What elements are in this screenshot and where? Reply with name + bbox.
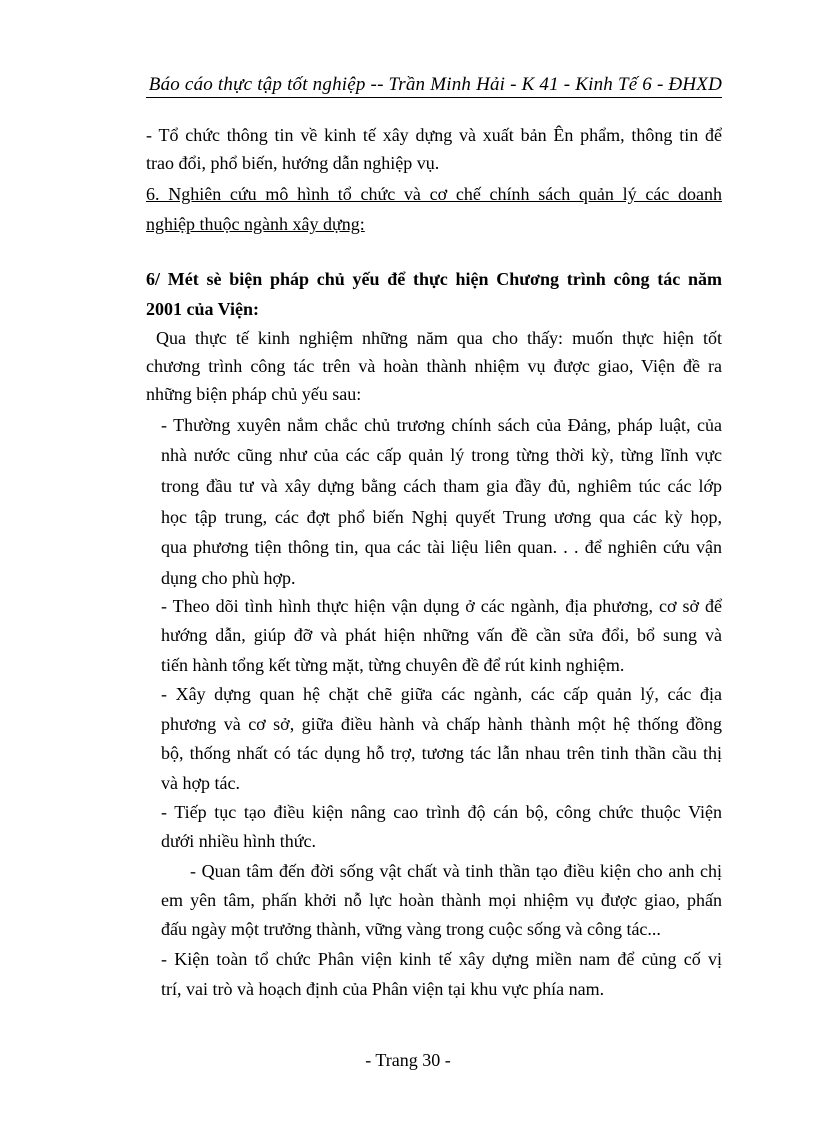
body-line: trí, vai trò và hoạch định của Phân viện tại khu vực phía nam. <box>161 979 605 999</box>
body-line: trong đầu tư và xây dựng bằng cách tham gia đầy đủ, nghiêm túc các lớp <box>161 476 722 496</box>
section-heading-bold: 2001 của Viện: <box>146 299 260 319</box>
section-heading-bold: 6/ Mét sè biện pháp chủ yếu để thực hiện Chương trình công tác năm <box>146 269 722 289</box>
body-line: em yên tâm, phấn khởi nỗ lực hoàn thành mọi nhiệm vụ được giao, phấn <box>161 890 722 910</box>
body-line: những biện pháp chủ yếu sau: <box>146 384 362 404</box>
body-line: - Tiếp tục tạo điều kiện nâng cao trình độ cán bộ, công chức thuộc Viện <box>161 802 722 822</box>
body-line: - Kiện toàn tổ chức Phân viện kinh tế xây dựng miền nam để củng cố vị <box>161 949 722 969</box>
body-line: học tập trung, các đợt phổ biến Nghị quyết Trung ương qua các kỳ họp, <box>161 507 722 527</box>
body-line: nhà nước cũng như của các cấp quản lý trong từng thời kỳ, từng lĩnh vực <box>161 445 722 465</box>
section-heading-underlined: 6. Nghiên cứu mô hình tổ chức và cơ chế chính sách quản lý các doanh <box>146 184 722 204</box>
body-line: Qua thực tế kinh nghiệm những năm qua cho thấy: muốn thực hiện tốt <box>156 328 722 348</box>
body-line: - Xây dựng quan hệ chặt chẽ giữa các ngành, các cấp quản lý, các địa <box>161 684 722 704</box>
body-line: - Theo dõi tình hình thực hiện vận dụng ở các ngành, địa phương, cơ sở để <box>161 596 722 616</box>
page-number: - Trang 30 - <box>365 1050 451 1070</box>
body-line: tiến hành tổng kết từng mặt, từng chuyên đề để rút kinh nghiệm. <box>161 655 625 675</box>
body-line: hướng dẫn, giúp đỡ và phát hiện những vấn đề cần sửa đổi, bổ sung và <box>161 625 722 645</box>
body-line: chương trình công tác trên và hoàn thành nhiệm vụ được giao, Viện đề ra <box>146 356 722 376</box>
body-line: đấu ngày một trưởng thành, vững vàng trong cuộc sống và công tác... <box>161 919 661 939</box>
body-line: dưới nhiều hình thức. <box>161 831 317 851</box>
body-line: dụng cho phù hợp. <box>161 568 296 588</box>
body-line: - Thường xuyên nắm chắc chủ trương chính sách của Đảng, pháp luật, của <box>161 415 722 435</box>
body-line: - Tổ chức thông tin về kinh tế xây dựng và xuất bản Ên phẩm, thông tin để <box>146 125 722 145</box>
body-line: trao đổi, phổ biến, hướng dẫn nghiệp vụ. <box>146 153 440 173</box>
section-heading-underlined: nghiệp thuộc ngành xây dựng: <box>146 214 365 234</box>
body-line: phương và cơ sở, giữa điều hành và chấp hành thành một hệ thống đồng <box>161 714 722 734</box>
body-line: - Quan tâm đến đời sống vật chất và tinh thần tạo điều kiện cho anh chị <box>190 861 722 881</box>
header-rule <box>146 97 722 98</box>
running-header: Báo cáo thực tập tốt nghiệp -- Trần Minh Hải - K 41 - Kinh Tế 6 - ĐHXD <box>148 74 722 95</box>
body-line: và hợp tác. <box>161 773 240 793</box>
body-line: qua phương tiện thông tin, qua các tài liệu liên quan. . . để nghiên cứu vận <box>161 537 722 557</box>
body-line: bộ, thống nhất có tác dụng hỗ trợ, tương tác lẫn nhau trên tinh thần cầu thị <box>161 743 722 763</box>
